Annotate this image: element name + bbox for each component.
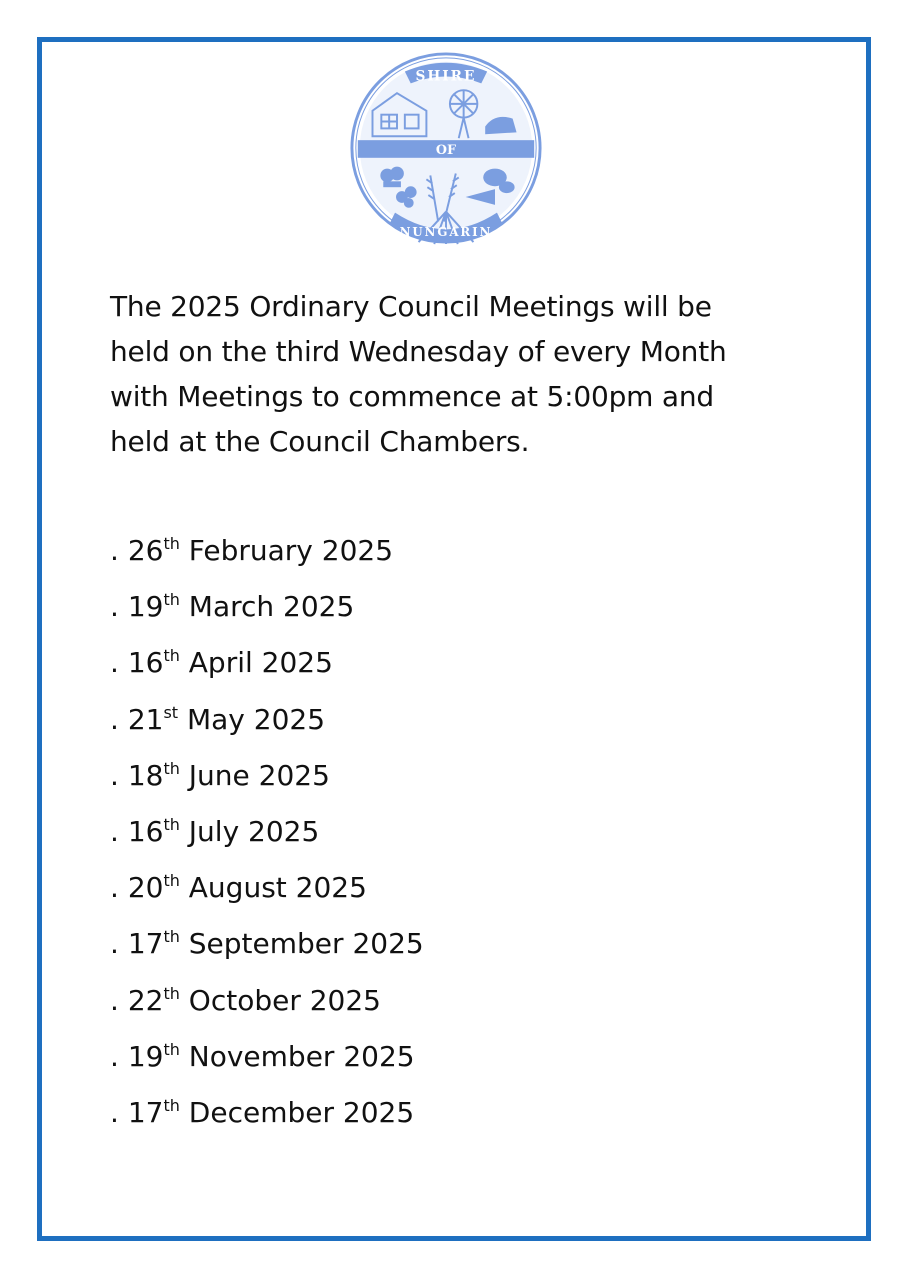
meeting-date-item: . 20th August 2025 bbox=[110, 871, 367, 905]
meeting-announcement bbox=[110, 284, 790, 464]
seal-top-text: SHIRE bbox=[415, 68, 477, 85]
announcement-line: held on the third Wednesday of every Month bbox=[110, 335, 727, 368]
meeting-date-item: . 17th September 2025 bbox=[110, 927, 424, 961]
meeting-dates-list bbox=[110, 528, 424, 1146]
meeting-date-item: . 26th February 2025 bbox=[110, 534, 394, 567]
meeting-date-item: . 17th December 2025 bbox=[110, 1095, 415, 1129]
announcement-line: held at the Council Chambers. bbox=[110, 425, 530, 458]
meeting-date-item: . 22th October 2025 bbox=[110, 983, 381, 1017]
shire-of-nungarin-seal bbox=[348, 50, 544, 246]
announcement-line: The 2025 Ordinary Council Meetings will be bbox=[110, 290, 712, 323]
seal-middle-text: OF bbox=[435, 142, 457, 158]
seal-bottom-text: NUNGARIN bbox=[399, 225, 493, 240]
meeting-date-item: . 21st May 2025 bbox=[110, 702, 326, 736]
meeting-date-item: . 19th November 2025 bbox=[110, 1039, 415, 1073]
meeting-date-item: . 18th June 2025 bbox=[110, 758, 330, 792]
meeting-date-item: . 16th April 2025 bbox=[110, 646, 333, 680]
meeting-date-item: . 19th March 2025 bbox=[110, 590, 355, 624]
meeting-date-item: . 16th July 2025 bbox=[110, 814, 320, 848]
announcement-line: with Meetings to commence at 5:00pm and bbox=[110, 380, 715, 413]
